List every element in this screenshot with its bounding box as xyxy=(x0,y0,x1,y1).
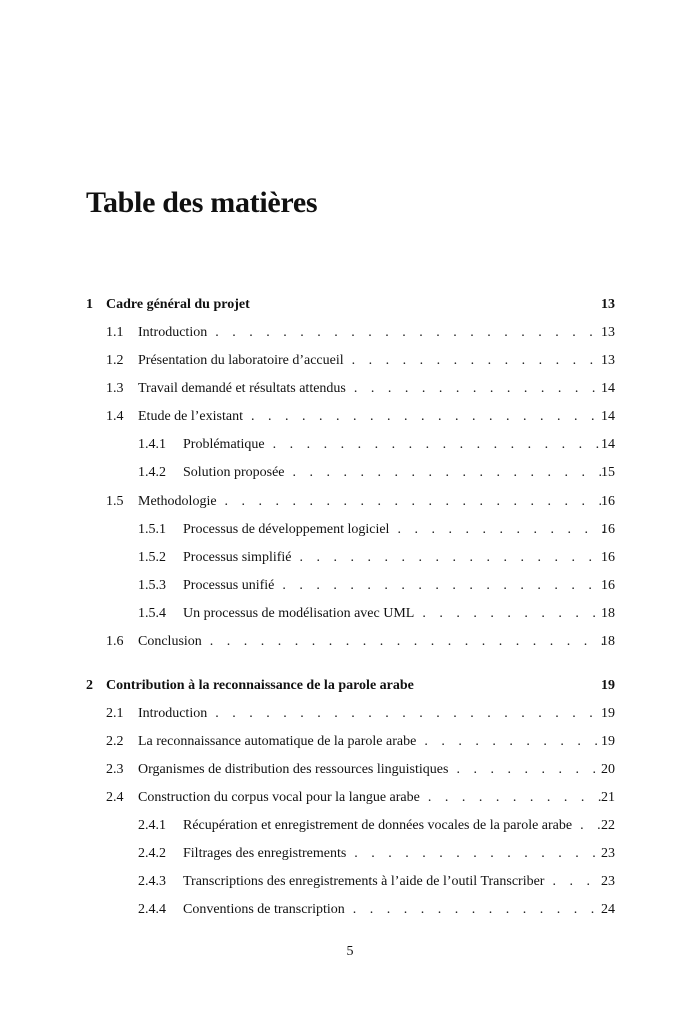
toc-entry-subsection[interactable] xyxy=(0,576,700,596)
dot-leader xyxy=(300,548,606,568)
toc-entry-title-leader xyxy=(138,492,605,512)
toc-entry-title-leader xyxy=(183,548,605,568)
toc-entry-page: 13 xyxy=(601,325,615,340)
toc-entry-label: Problématique xyxy=(183,437,265,452)
toc-entry-subsection[interactable] xyxy=(0,604,700,624)
toc-entry-title-leader xyxy=(183,576,605,596)
dot-leader xyxy=(273,435,605,455)
toc-entry-title-leader xyxy=(183,872,605,892)
toc-entry-number: 1.5 xyxy=(106,494,124,509)
toc-entry-title-leader xyxy=(183,816,605,836)
dot-leader xyxy=(225,492,605,512)
toc-entry-title-leader xyxy=(138,732,605,752)
dot-leader xyxy=(428,788,605,808)
page-title: Table des matières xyxy=(86,186,318,219)
toc-entry-subsection[interactable] xyxy=(0,463,700,483)
toc-entry-number: 1.5.4 xyxy=(138,606,166,621)
toc-entry-title-leader xyxy=(138,407,605,427)
toc-entry-label: La reconnaissance automatique de la parole arabe xyxy=(138,734,417,749)
toc-entry-label: Introduction xyxy=(138,325,208,340)
toc-entry-label: Travail demandé et résultats attendus xyxy=(138,381,346,396)
toc-entry-page: 24 xyxy=(601,902,615,917)
toc-entry-title-leader xyxy=(138,351,605,371)
toc-entry-label: Introduction xyxy=(138,706,208,721)
toc-entry-label: Cadre général du projet xyxy=(106,297,250,312)
toc-entry-page: 14 xyxy=(601,381,615,396)
toc-entry-page: 16 xyxy=(601,494,615,509)
toc-entry-subsection[interactable] xyxy=(0,872,700,892)
toc-entry-title-leader xyxy=(138,379,605,399)
toc-entry-page: 14 xyxy=(601,409,615,424)
toc-entry-page: 19 xyxy=(601,734,615,749)
toc-entry-number: 1.1 xyxy=(106,325,124,340)
toc-entry-number: 1 xyxy=(86,297,93,312)
toc-entry-number: 1.5.2 xyxy=(138,550,166,565)
toc-entry-number: 2.4 xyxy=(106,790,124,805)
toc-entry-title-leader xyxy=(106,295,605,315)
dot-leader xyxy=(293,463,606,483)
toc-entry-number: 1.4 xyxy=(106,409,124,424)
toc-entry-label: Filtrages des enregistrements xyxy=(183,846,347,861)
toc-entry-number: 2.3 xyxy=(106,762,124,777)
toc-entry-title-leader xyxy=(138,323,605,343)
toc-entry-title-leader xyxy=(183,844,605,864)
toc-entry-section[interactable] xyxy=(0,704,700,724)
toc-entry-number: 2.2 xyxy=(106,734,124,749)
toc-entry-title-leader xyxy=(138,632,605,652)
toc-entry-subsection[interactable] xyxy=(0,844,700,864)
dot-leader xyxy=(282,576,605,596)
page-number: 5 xyxy=(346,944,354,959)
dot-leader xyxy=(354,844,605,864)
toc-entry-number: 2.4.4 xyxy=(138,902,166,917)
toc-entry-subsection[interactable] xyxy=(0,816,700,836)
toc-entry-number: 1.4.1 xyxy=(138,437,166,452)
toc-entry-subsection[interactable] xyxy=(0,520,700,540)
toc-entry-page: 23 xyxy=(601,874,615,889)
toc-entry-chapter[interactable] xyxy=(0,295,700,315)
toc-entry-section[interactable] xyxy=(0,323,700,343)
toc-entry-page: 19 xyxy=(601,706,615,721)
toc-entry-title-leader xyxy=(106,676,605,696)
toc-entry-subsection[interactable] xyxy=(0,548,700,568)
toc-entry-label: Methodologie xyxy=(138,494,217,509)
toc-entry-title-leader xyxy=(183,520,605,540)
toc-entry-label: Transcriptions des enregistrements à l’aide de l’outil Transcriber xyxy=(183,874,545,889)
toc-entry-title-leader xyxy=(183,435,605,455)
toc-entry-page: 16 xyxy=(601,578,615,593)
dot-leader xyxy=(251,407,605,427)
toc-entry-title-leader xyxy=(183,604,605,624)
dot-leader xyxy=(397,520,605,540)
toc-entry-number: 2 xyxy=(86,678,93,693)
toc-entry-page: 13 xyxy=(601,353,615,368)
toc-entry-page: 13 xyxy=(601,297,615,312)
toc-entry-label: Contribution à la reconnaissance de la parole arabe xyxy=(106,678,414,693)
toc-entry-number: 1.5.3 xyxy=(138,578,166,593)
toc-entry-section[interactable] xyxy=(0,492,700,512)
toc-entry-number: 1.6 xyxy=(106,634,124,649)
dot-leader xyxy=(210,632,605,652)
toc-entry-label: Processus unifié xyxy=(183,578,275,593)
toc-entry-title-leader xyxy=(138,760,605,780)
toc-entry-subsection[interactable] xyxy=(0,435,700,455)
dot-leader xyxy=(353,900,605,920)
toc-entry-number: 1.2 xyxy=(106,353,124,368)
toc-entry-title-leader xyxy=(183,900,605,920)
toc-entry-section[interactable] xyxy=(0,351,700,371)
toc-entry-label: Récupération et enregistrement de données vocales de la parole arabe xyxy=(183,818,573,833)
toc-entry-title-leader xyxy=(183,463,605,483)
toc-entry-label: Etude de l’existant xyxy=(138,409,243,424)
toc-entry-page: 21 xyxy=(601,790,615,805)
toc-entry-page: 23 xyxy=(601,846,615,861)
toc-entry-number: 1.5.1 xyxy=(138,522,166,537)
dot-leader xyxy=(215,704,605,724)
toc-entry-label: Processus simplifié xyxy=(183,550,292,565)
dot-leader xyxy=(422,604,605,624)
toc-entry-section[interactable] xyxy=(0,788,700,808)
toc-entry-number: 2.4.3 xyxy=(138,874,166,889)
toc-entry-label: Conventions de transcription xyxy=(183,902,345,917)
toc-entry-number: 1.4.2 xyxy=(138,465,166,480)
toc-entry-subsection[interactable] xyxy=(0,900,700,920)
toc-entry-page: 14 xyxy=(601,437,615,452)
toc-entry-section[interactable] xyxy=(0,760,700,780)
toc-entry-title-leader xyxy=(138,704,605,724)
toc-entry-number: 2.4.2 xyxy=(138,846,166,861)
dot-leader xyxy=(352,351,605,371)
toc-entry-label: Construction du corpus vocal pour la langue arabe xyxy=(138,790,420,805)
toc-entry-chapter[interactable] xyxy=(0,676,700,696)
toc-entry-label: Présentation du laboratoire d’accueil xyxy=(138,353,344,368)
toc-entry-page: 16 xyxy=(601,522,615,537)
toc-entry-section[interactable] xyxy=(0,632,700,652)
toc-entry-section[interactable] xyxy=(0,732,700,752)
toc-entry-page: 22 xyxy=(601,818,615,833)
dot-leader xyxy=(456,760,605,780)
dot-leader xyxy=(215,323,605,343)
dot-leader xyxy=(552,872,605,892)
toc-entry-number: 2.1 xyxy=(106,706,124,721)
toc-entry-label: Processus de développement logiciel xyxy=(183,522,390,537)
toc-entry-label: Un processus de modélisation avec UML xyxy=(183,606,415,621)
toc-entry-page: 20 xyxy=(601,762,615,777)
toc-entry-label: Conclusion xyxy=(138,634,202,649)
toc-entry-section[interactable] xyxy=(0,379,700,399)
dot-leader xyxy=(354,379,605,399)
dot-leader xyxy=(424,732,605,752)
toc-entry-page: 15 xyxy=(601,465,615,480)
toc-entry-page: 18 xyxy=(601,606,615,621)
toc-entry-section[interactable] xyxy=(0,407,700,427)
toc-entry-title-leader xyxy=(138,788,605,808)
toc-entry-label: Solution proposée xyxy=(183,465,285,480)
toc-entry-page: 18 xyxy=(601,634,615,649)
toc-entry-page: 16 xyxy=(601,550,615,565)
toc-entry-number: 1.3 xyxy=(106,381,124,396)
toc-entry-label: Organismes de distribution des ressources linguistiques xyxy=(138,762,449,777)
toc-entry-page: 19 xyxy=(601,678,615,693)
toc-entry-number: 2.4.1 xyxy=(138,818,166,833)
